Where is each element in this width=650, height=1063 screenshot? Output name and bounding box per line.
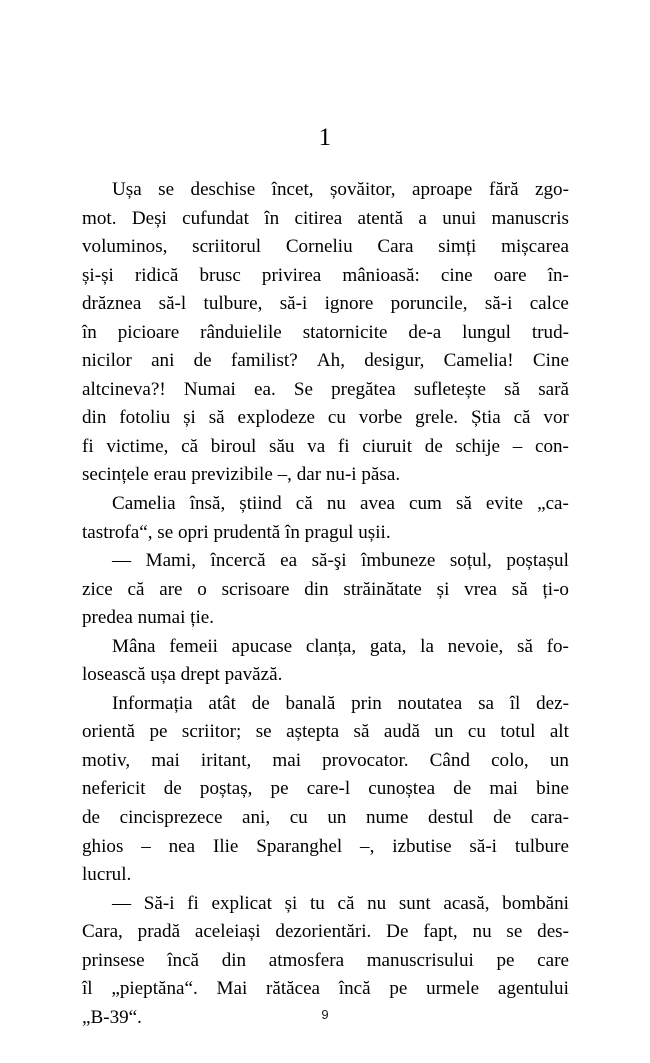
- text-line: zice că are o scrisoare din străinătate și vrea să ți-o: [82, 578, 569, 600]
- text-line: îl „pieptăna“. Mai rătăcea încă pe urmele agentului: [82, 978, 569, 1000]
- text-line: fi victime, că biroul său va fi ciuruit de schije – con-: [82, 435, 569, 457]
- text-line: în picioare rânduielile statornicite de-a lungul trud-: [82, 321, 569, 343]
- text-line: nicilor ani de familist? Ah, desigur, Camelia! Cine: [82, 350, 569, 372]
- text-line: motiv, mai iritant, mai provocator. Când colo, un: [82, 749, 569, 771]
- text-line: Cara, pradă aceleiași dezorientări. De fapt, nu se des-: [82, 921, 569, 943]
- text-line: Mâna femeii apucase clanța, gata, la nevoie, să fo-: [112, 635, 569, 657]
- text-line: drăznea să-l tulbure, să-i ignore poruncile, să-i calce: [82, 293, 569, 315]
- text-line: de cincisprezece ani, cu un nume destul de cara-: [82, 807, 569, 829]
- paragraph: [82, 490, 569, 547]
- paragraph: [82, 547, 569, 633]
- text-line: nefericit de poștaș, pe care-l cunoștea de mai bine: [82, 778, 569, 800]
- text-line: voluminos, scriitorul Corneliu Cara simți mișcarea: [82, 236, 569, 258]
- text-line: și-și ridică brusc privirea mânioasă: cine oare în-: [82, 264, 569, 286]
- text-line: secințele erau previzibile –, dar nu-i păsa.: [82, 464, 401, 486]
- text-line: — Să-i fi explicat și tu că nu sunt acasă, bombăni: [112, 892, 569, 914]
- text-line: din fotoliu și să explodeze cu vorbe grele. Știa că vor: [82, 407, 569, 429]
- paragraph: [82, 633, 569, 690]
- body-text-block: [82, 176, 569, 1032]
- paragraph: [82, 690, 569, 890]
- text-line: orientă pe scriitor; se aștepta să audă un cu totul alt: [82, 721, 569, 743]
- text-line: Ușa se deschise încet, șovăitor, aproape fără zgo-: [112, 179, 569, 200]
- text-line: mot. Deși cufundat în citirea atentă a unui manuscris: [82, 207, 569, 229]
- text-line: tastrofa“, se opri prudentă în pragul ușii.: [82, 521, 391, 543]
- text-line: predea numai ție.: [82, 607, 215, 629]
- text-line: altcineva?! Numai ea. Se pregătea sufletește să sară: [82, 378, 569, 400]
- page-number-folio: 9: [321, 1007, 329, 1022]
- text-line: Informația atât de banală prin noutatea sa îl dez-: [112, 692, 569, 714]
- text-line: Camelia însă, știind că nu avea cum să evite „ca-: [112, 493, 569, 515]
- text-line: ghios – nea Ilie Sparanghel –, izbutise să-i tulbure: [82, 835, 569, 857]
- text-line: — Mami, încercă ea să-şi îmbuneze soțul, poștașul: [112, 550, 569, 572]
- text-line: losească ușa drept pavăză.: [82, 664, 283, 686]
- paragraph: [82, 176, 569, 490]
- text-line: „B-39“.: [82, 1006, 142, 1028]
- chapter-number-heading: 1: [318, 124, 332, 151]
- text-line: lucrul.: [82, 864, 132, 886]
- text-line: prinsese încă din atmosfera manuscrisului pe care: [82, 949, 569, 971]
